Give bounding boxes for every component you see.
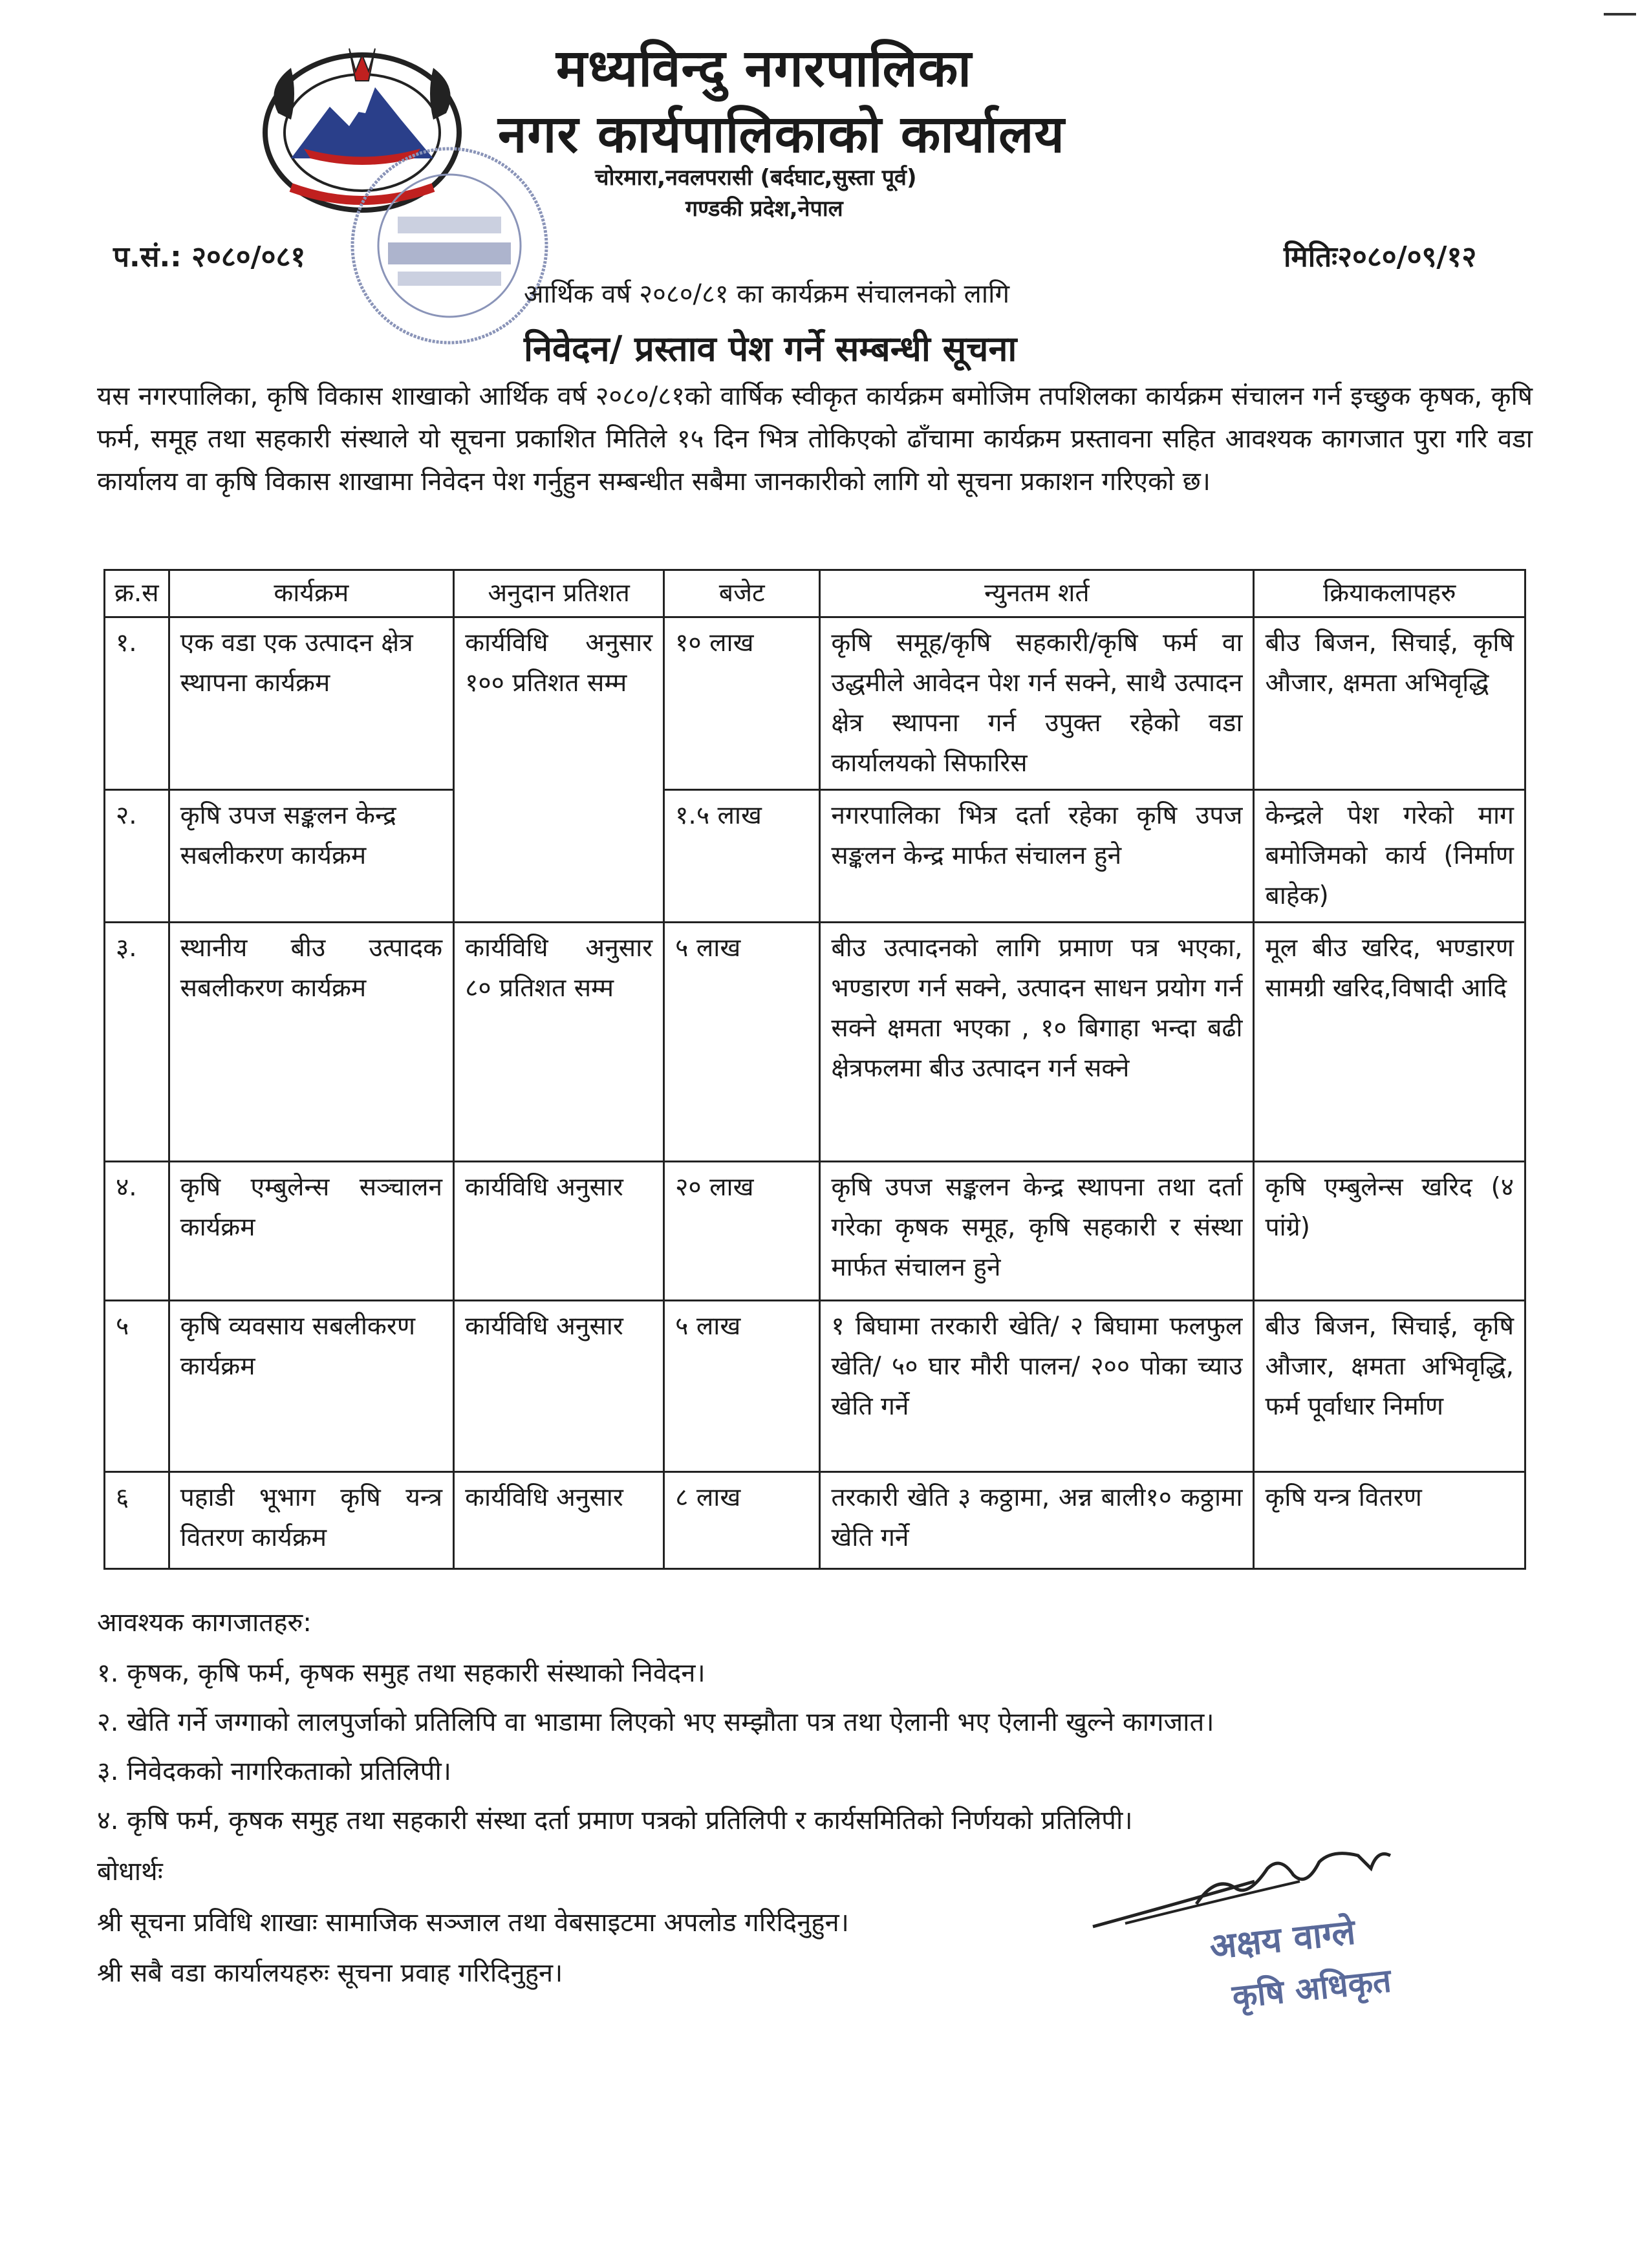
office-stamp-icon: [343, 139, 556, 352]
program-table: [103, 569, 1526, 1570]
cell-condition: बीउ उत्पादनको लागि प्रमाण पत्र भएका, भण्डारण गर्न सक्ने, उत्पादन साधन प्रयोग गर्न सक्ने क्षमता भएका , १० बिगाहा भन्दा बढी क्षेत्रफलमा बीउ उत्पादन गर्न सक्ने: [820, 923, 1254, 1162]
cell-grant: कार्यविधि अनुसार: [454, 1162, 664, 1301]
cell-program: एक वडा एक उत्पादन क्षेत्र स्थापना कार्यक्रम: [169, 617, 453, 790]
cell-sn: ४.: [105, 1162, 169, 1301]
column-header-grant: अनुदान प्रतिशत: [454, 570, 664, 617]
cell-sn: ५: [105, 1301, 169, 1472]
cc-title: बोधार्थः: [97, 1857, 163, 1887]
notice-title: निवेदन/ प्रस्ताव पेश गर्ने सम्बन्धी सूचना: [524, 328, 1017, 369]
cell-condition: कृषि उपज सङ्कलन केन्द्र स्थापना तथा दर्ता गरेका कृषक समूह, कृषि सहकारी र संस्था मार्फत संचालन हुने: [820, 1162, 1254, 1301]
cell-activities: बीउ बिजन, सिचाई, कृषि औजार, क्षमता अभिवृद्धि: [1254, 617, 1525, 790]
list-item: ४. कृषि फर्म, कृषक समुह तथा सहकारी संस्था दर्ता प्रमाण पत्रको प्रतिलिपी र कार्यसमितिको निर्णयको प्रतिलिपी।: [97, 1806, 1133, 1835]
cell-grant: कार्यविधि अनुसार ८० प्रतिशत सम्म: [454, 923, 664, 1162]
cell-budget: ८ लाख: [664, 1472, 820, 1569]
office-province: गण्डकी प्रदेश,नेपाल: [685, 196, 843, 222]
cc-list: [97, 1898, 849, 1998]
cell-budget: ५ लाख: [664, 1301, 820, 1472]
column-header-program: कार्यक्रम: [169, 570, 453, 617]
column-header-activities: क्रियाकलापहरु: [1254, 570, 1525, 617]
cell-grant: कार्यविधि अनुसार १०० प्रतिशत सम्म: [454, 617, 664, 923]
column-header-budget: बजेट: [664, 570, 820, 617]
table-row: [105, 1162, 1525, 1301]
signatory-designation: कृषि अधिकृत: [1230, 1962, 1394, 2016]
notice-subtitle: आर्थिक वर्ष २०८०/८१ का कार्यक्रम संचालनको लागि: [524, 279, 1010, 309]
list-item: श्री सबै वडा कार्यालयहरुः सूचना प्रवाह गरिदिनुहुन।: [97, 1958, 563, 1988]
reference-number: प.सं.: २०८०/०८१: [113, 241, 306, 273]
notice-intro-paragraph: यस नगरपालिका, कृषि विकास शाखाको आर्थिक वर्ष २०८०/८१को वार्षिक स्वीकृत कार्यक्रम बमोजिम तपशिलका कार्यक्रम संचालन गर्न इच्छुक कृषक, कृषि फर्म, समूह तथा सहकारी संस्थाले यो सूचना प्रकाशित मितिले १५ दिन भित्र तोकिएको ढाँचामा कार्यक्रम प्रस्तावना सहित आवश्यक कागजात पुरा गरि वडा कार्यालय वा कृषि विकास शाखामा निवेदन पेश गर्नुहुन सम्बन्धीत सबैमा जानकारीको लागि यो सूचना प्रकाशन गरिएको छ।: [97, 381, 1533, 497]
list-item: ३. निवेदकको नागरिकताको प्रतिलिपी।: [97, 1757, 451, 1786]
required-documents-title: आवश्यक कागजातहरु:: [97, 1608, 312, 1638]
cell-budget: १० लाख: [664, 617, 820, 790]
cell-sn: २.: [105, 790, 169, 923]
signatory-name: अक्षय वाग्ले: [1207, 1911, 1357, 1967]
cell-budget: २० लाख: [664, 1162, 820, 1301]
cell-condition: तरकारी खेति ३ कठ्ठामा, अन्न बाली१० कठ्ठामा खेति गर्ने: [820, 1472, 1254, 1569]
cell-program: कृषि उपज सङ्कलन केन्द्र सबलीकरण कार्यक्रम: [169, 790, 453, 923]
required-documents-list: [97, 1649, 1214, 1845]
office-name: नगर कार्यपालिकाको कार्यालय: [498, 104, 1065, 164]
column-header-condition: न्युनतम शर्त: [820, 570, 1254, 617]
table-row: [105, 617, 1525, 790]
cell-activities: केन्द्रले पेश गरेको माग बमोजिमको कार्य (निर्माण बाहेक): [1254, 790, 1525, 923]
cell-activities: कृषि एम्बुलेन्स खरिद (४ पांग्रे): [1254, 1162, 1525, 1301]
cell-activities: मूल बीउ खरिद, भण्डारण सामग्री खरिद,विषादी आदि: [1254, 923, 1525, 1162]
cell-grant: कार्यविधि अनुसार: [454, 1472, 664, 1569]
cell-condition: १ बिघामा तरकारी खेति/ २ बिघामा फलफुल खेति/ ५० घार मौरी पालन/ २०० पोका च्याउ खेति गर्ने: [820, 1301, 1254, 1472]
list-item: २. खेति गर्ने जग्गाको लालपुर्जाको प्रतिलिपि वा भाडामा लिएको भए सम्झौता पत्र तथा ऐलानी भए ऐलानी खुल्ने कागजात।: [97, 1707, 1214, 1737]
page-edge-line: [1604, 13, 1636, 16]
notice-date: मितिः२०८०/०९/१२: [1284, 241, 1477, 273]
cell-sn: १.: [105, 617, 169, 790]
table-row: [105, 790, 1525, 923]
cell-program: कृषि एम्बुलेन्स सञ्चालन कार्यक्रम: [169, 1162, 453, 1301]
cell-sn: ६: [105, 1472, 169, 1569]
cell-program: कृषि व्यवसाय सबलीकरण कार्यक्रम: [169, 1301, 453, 1472]
cell-sn: ३.: [105, 923, 169, 1162]
cell-budget: ५ लाख: [664, 923, 820, 1162]
cell-program: स्थानीय बीउ उत्पादक सबलीकरण कार्यक्रम: [169, 923, 453, 1162]
table-row: [105, 923, 1525, 1162]
office-address: चोरमारा,नवलपरासी (बर्दघाट,सुस्ता पूर्व): [595, 165, 917, 191]
column-header-sn: क्र.स: [105, 570, 169, 617]
cell-program: पहाडी भूभाग कृषि यन्त्र वितरण कार्यक्रम: [169, 1472, 453, 1569]
table-row: [105, 1472, 1525, 1569]
cell-activities: कृषि यन्त्र वितरण: [1254, 1472, 1525, 1569]
cell-activities: बीउ बिजन, सिचाई, कृषि औजार, क्षमता अभिवृद्धि, फर्म पूर्वाधार निर्माण: [1254, 1301, 1525, 1472]
table-header-row: [105, 570, 1525, 617]
cell-budget: १.५ लाख: [664, 790, 820, 923]
table-row: [105, 1301, 1525, 1472]
cell-condition: कृषि समूह/कृषि सहकारी/कृषि फर्म वा उद्धमीले आवेदन पेश गर्न सक्ने, साथै उत्पादन क्षेत्र स्थापना गर्न उपुक्त रहेको वडा कार्यालयको सिफारिस: [820, 617, 1254, 790]
list-item: श्री सूचना प्रविधि शाखाः सामाजिक सञ्जाल तथा वेबसाइटमा अपलोड गरिदिनुहुन।: [97, 1908, 849, 1938]
cell-condition: नगरपालिका भित्र दर्ता रहेका कृषि उपज सङ्कलन केन्द्र मार्फत संचालन हुने: [820, 790, 1254, 923]
municipality-name: मध्यविन्दु नगरपालिका: [556, 38, 973, 98]
cell-grant: कार्यविधि अनुसार: [454, 1301, 664, 1472]
list-item: १. कृषक, कृषि फर्म, कृषक समुह तथा सहकारी संस्थाको निवेदन।: [97, 1658, 706, 1688]
